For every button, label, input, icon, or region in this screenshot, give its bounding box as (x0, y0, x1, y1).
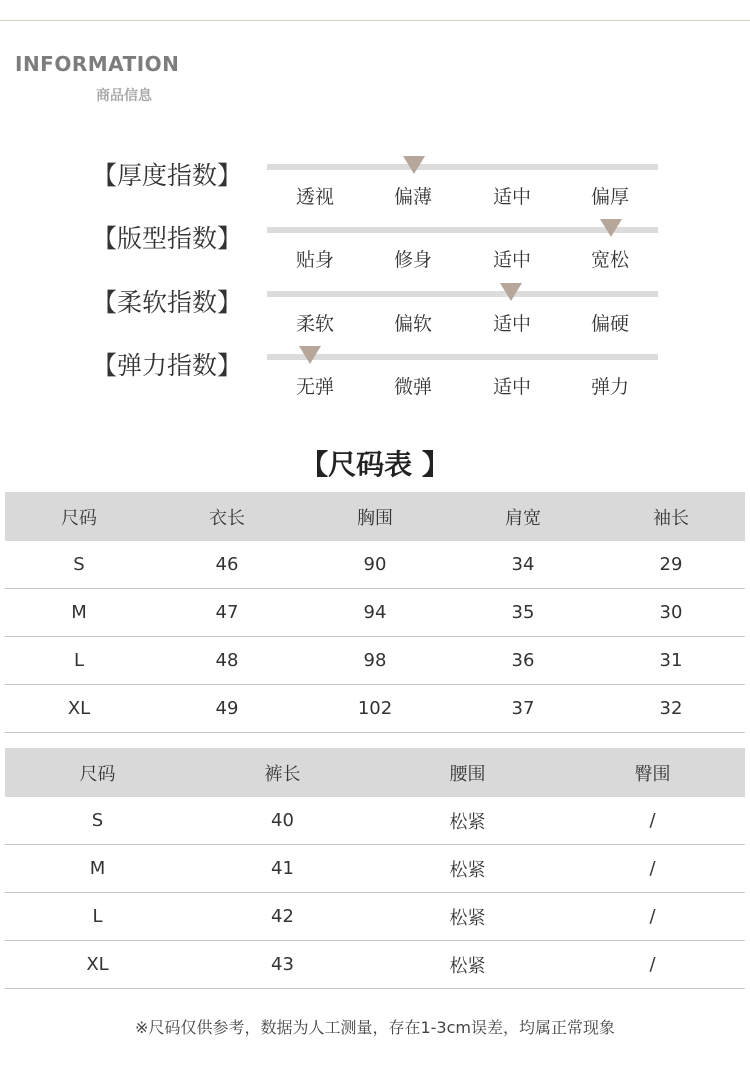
table-cell: M (5, 589, 153, 637)
table-cell: / (560, 797, 745, 845)
table-cell: 松紧 (375, 893, 560, 941)
column-header: 腰围 (375, 748, 560, 797)
footnote: ※尺码仅供参考，数据为人工测量，存在1-3cm误差，均属正常现象 (135, 1018, 615, 1037)
table-cell: S (5, 797, 190, 845)
info-title: INFORMATION (15, 52, 180, 76)
index-row (0, 346, 750, 406)
table-cell: S (5, 541, 153, 589)
table-cell: 47 (153, 589, 301, 637)
table-cell: 98 (301, 637, 449, 685)
index-label: 【版型指数】 (92, 224, 243, 253)
index-option: 偏薄 (393, 186, 432, 208)
table-cell: 102 (301, 685, 449, 733)
index-option: 透视 (295, 186, 334, 208)
table-cell: 40 (190, 797, 375, 845)
table-row (5, 589, 745, 637)
index-option: 修身 (393, 249, 432, 271)
index-label: 【弹力指数】 (92, 351, 243, 380)
index-option: 柔软 (295, 313, 334, 335)
index-marker-icon (500, 283, 522, 301)
table-header-row (5, 492, 745, 541)
table-cell: / (560, 941, 745, 989)
column-header: 臀围 (560, 748, 745, 797)
column-header: 肩宽 (449, 492, 597, 541)
index-row (0, 156, 750, 216)
table-cell: 41 (190, 845, 375, 893)
table-cell: 松紧 (375, 797, 560, 845)
index-option: 适中 (492, 249, 531, 271)
table-cell: 35 (449, 589, 597, 637)
table-cell: XL (5, 941, 190, 989)
table-cell: L (5, 893, 190, 941)
column-header: 衣长 (153, 492, 301, 541)
index-row (0, 283, 750, 343)
index-option: 偏软 (393, 313, 432, 335)
table-cell: 36 (449, 637, 597, 685)
table-cell: 37 (449, 685, 597, 733)
index-option: 宽松 (590, 249, 629, 271)
table-cell: 43 (190, 941, 375, 989)
index-option: 贴身 (295, 249, 334, 271)
info-subtitle: 商品信息 (96, 88, 152, 104)
size-chart-title: 【尺码表 】 (300, 448, 450, 481)
column-header: 尺码 (5, 492, 153, 541)
table-cell: 松紧 (375, 845, 560, 893)
table-cell: 34 (449, 541, 597, 589)
table-header-row (5, 748, 745, 797)
index-marker-icon (403, 156, 425, 174)
table-cell: 42 (190, 893, 375, 941)
index-option: 微弹 (393, 376, 432, 398)
table-cell: M (5, 845, 190, 893)
table-row (5, 685, 745, 733)
table-cell: 90 (301, 541, 449, 589)
table-row (5, 941, 745, 989)
table-row (5, 845, 745, 893)
table-cell: 29 (597, 541, 745, 589)
table-cell: 31 (597, 637, 745, 685)
table-row (5, 637, 745, 685)
column-header: 胸围 (301, 492, 449, 541)
index-option: 适中 (492, 376, 531, 398)
index-scale-bar (267, 354, 658, 360)
index-marker-icon (299, 346, 321, 364)
table-row (5, 797, 745, 845)
index-scale-bar (267, 291, 658, 297)
index-option: 弹力 (590, 376, 629, 398)
index-option: 适中 (492, 313, 531, 335)
table-cell: 30 (597, 589, 745, 637)
table-cell: / (560, 845, 745, 893)
index-option: 无弹 (295, 376, 334, 398)
top-divider (0, 20, 750, 21)
index-marker-icon (600, 219, 622, 237)
index-row (0, 219, 750, 279)
table-cell: 94 (301, 589, 449, 637)
table-row (5, 541, 745, 589)
column-header: 尺码 (5, 748, 190, 797)
table-cell: 32 (597, 685, 745, 733)
bottom-size-table (5, 748, 745, 989)
table-cell: / (560, 893, 745, 941)
column-header: 袖长 (597, 492, 745, 541)
column-header: 裤长 (190, 748, 375, 797)
table-row (5, 893, 745, 941)
index-option: 偏硬 (590, 313, 629, 335)
index-option: 适中 (492, 186, 531, 208)
table-cell: L (5, 637, 153, 685)
table-cell: 48 (153, 637, 301, 685)
table-cell: 49 (153, 685, 301, 733)
table-cell: 46 (153, 541, 301, 589)
table-cell: XL (5, 685, 153, 733)
top-size-table (5, 492, 745, 733)
index-label: 【厚度指数】 (92, 161, 243, 190)
index-scale-bar (267, 164, 658, 170)
table-cell: 松紧 (375, 941, 560, 989)
index-label: 【柔软指数】 (92, 288, 243, 317)
index-option: 偏厚 (590, 186, 629, 208)
